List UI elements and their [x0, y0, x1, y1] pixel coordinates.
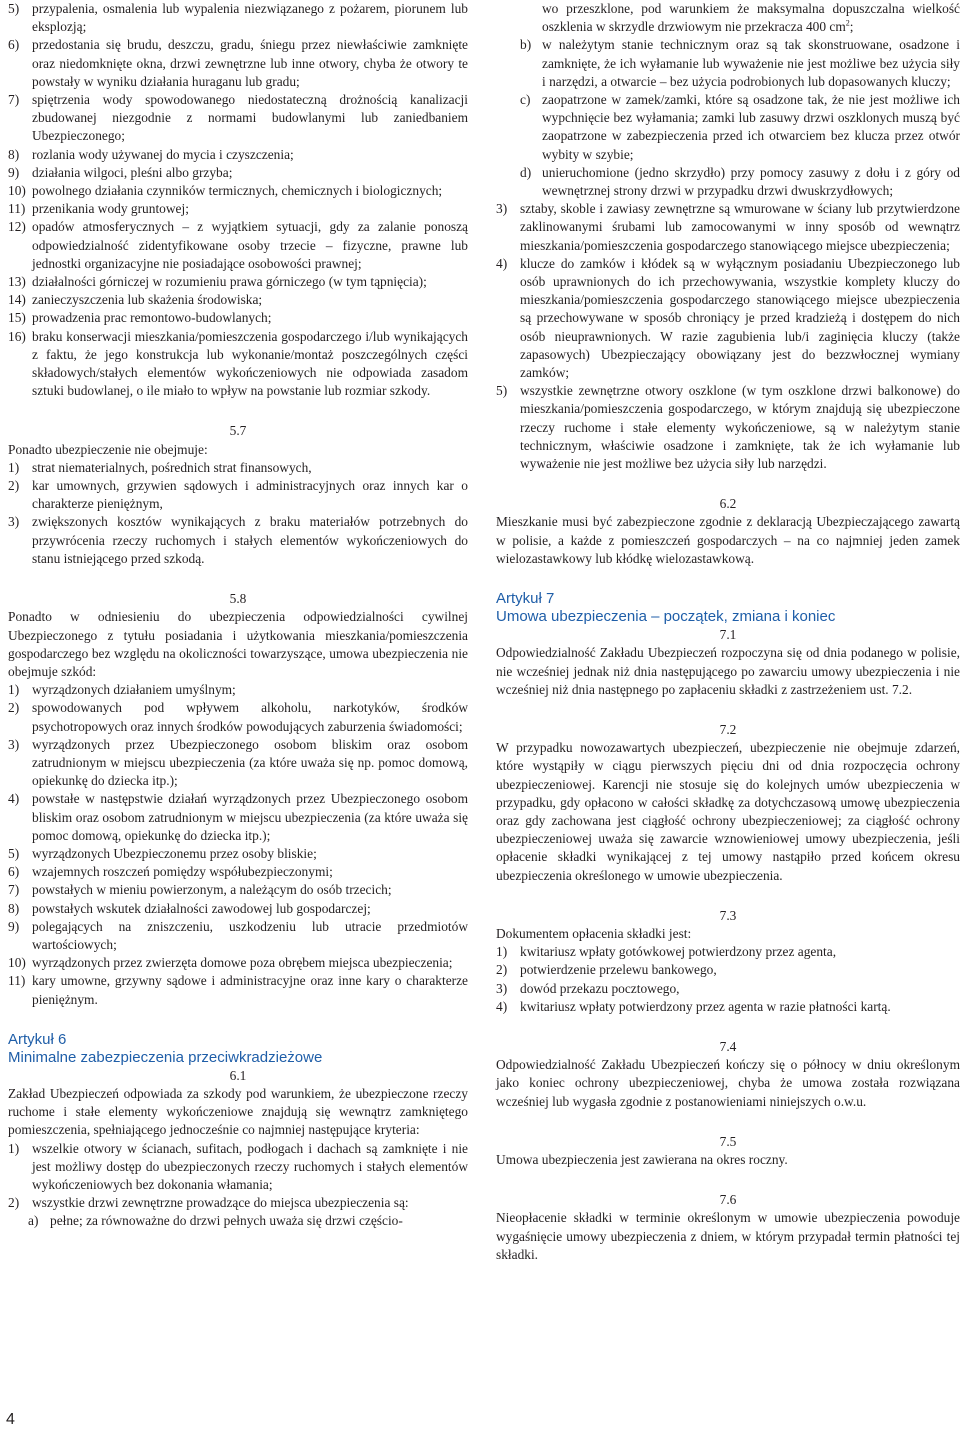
- list-subitem: a) pełne; za równoważne do drzwi pełnych uważa się drzwi częścio-: [28, 1213, 403, 1229]
- section-number: 7.3: [719, 907, 737, 923]
- section-text: Nieopłacenie składki w terminie określonym w umowie ubezpieczenia powoduje wygaśnięcie umowy ubezpieczenia z dniem, w którym przypadał termin płatności tej składki.: [496, 1210, 960, 1262]
- section-text: Umowa ubezpieczenia jest zawierana na okres roczny.: [496, 1151, 788, 1167]
- list-item: 13) działalności górniczej w rozumieniu prawa górniczego (w tym tąpnięcia);: [8, 274, 427, 290]
- section-intro: Ponadto w odniesieniu do ubezpieczenia odpowiedzialności cywilnej Ubezpieczonego z tytułu posiadania i użytkowania mieszkania/pomieszczenia gospodarczego bez względu na okoliczności towarzyszące, umowa ubezpieczenia nie obejmuje szkód:: [8, 609, 468, 679]
- list-item: 2) spowodowanych pod wpływem alkoholu, narkotyków, środków psychotropowych oraz innych środków powodujących zaburzenia świadomości;: [8, 700, 468, 734]
- article-subtitle: Minimalne zabezpieczenia przeciwkradzieżowe: [8, 1048, 323, 1066]
- section-number: 7.6: [719, 1192, 737, 1208]
- list-item: 3) wyrządzonych przez Ubezpieczonego osobom bliskim oraz osobom zatrudnionym w miejscu ubezpieczenia (za które uważa się np. pomoc domową, opiekunkę do dziecka itp.);: [8, 736, 468, 789]
- list-item: 9) polegających na zniszczeniu, uszkodzeniu lub utracie przedmiotów wartościowych;: [8, 918, 468, 952]
- list-item: 16) braku konserwacji mieszkania/pomieszczenia gospodarczego i/lub wynikających z faktu, że jego konstrukcja lub wykonanie/montaż poszczególnych części składowych/stałych elementów wykończeniowych nie odpowiada zasadom sztuki budowlanej, o ile miało to wpływ na powstanie lub rozmiar szkody.: [8, 328, 468, 399]
- list-item: 7) spiętrzenia wody spowodowanego niedostateczną drożnością kanalizacji zbudowanej niezgodnie z normami budowlanymi lub zaniedbaniem Ubezpieczonego;: [8, 92, 468, 144]
- section-number: 5.8: [229, 591, 247, 607]
- list-item: 11) kary umowne, grzywny sądowe i administracyjne oraz inne kary o charakterze pieniężnym.: [8, 973, 468, 1007]
- section-number: 5.7: [229, 423, 247, 439]
- list-item: 1) kwitariusz wpłaty gotówkowej potwierdzony przez agenta,: [496, 944, 837, 960]
- list-item: 8) powstałych wskutek działalności zawodowej lub gospodarczej;: [8, 900, 371, 916]
- left-column: [8, 0, 468, 1231]
- list-item: 8) rozlania wody używanej do mycia i czyszczenia;: [8, 146, 294, 162]
- list-item: 5) wszystkie zewnętrzne otwory oszklone (w tym oszklone drzwi balkonowe) do mieszkania/pomieszczenia gospodarczego, w którym znajdują się ubezpieczone rzeczy ruchome i stałe elementy wykończeniowe, są w należytym stanie technicznym, właściwie osadzone i zamknięte, tak że ich wyłamanie lub wyważenie nie jest możliwe bez użycia siły lub narzędzi.: [496, 383, 960, 472]
- section-text: W przypadku nowozawartych ubezpieczeń, ubezpieczenie nie obejmuje zdarzeń, które wystąpiły w ciągu pierwszych pięciu dni od dnia rozpoczęcia ochrony ubezpieczeniowej. Karencji nie stosuje się do kolejnych umów ubezpieczenia w przypadku, gdy opłacono w całości składkę za dotychczasową umowę ubezpieczenia oraz gdy zachowana jest ciągłość ochrony ubezpieczeniowej; za ciągłość ochrony ubezpieczeniowej uważa się zawarcie wznowieniowej umowy ubezpieczenia, jeśli opłacenie składki wynikającej z tej umowy nastąpiło przed końcem okresu ubezpieczenia określonego w umowie ubezpieczenia.: [496, 740, 960, 883]
- list-item: 14) zanieczyszczenia lub skażenia środowiska;: [8, 292, 263, 308]
- section-number: 6.1: [229, 1067, 247, 1083]
- list-item: 4) klucze do zamków i kłódek są w wyłącznym posiadaniu Ubezpieczonego lub osób uprawnionych do ich przechowywania, wszystkie komplety kluczy do mieszkania/pomieszczenia gospodarczego stanowiącego miejsce ubezpieczenia są przechowywane w sposób chroniący je przed kradzieżą i dostępem do nich osób nieuprawnionych. W razie zagubienia lub/i zaginięcia kluczy (także zapasowych) Ubezpieczający obowiązany jest do bezzwłocznej wymiany zamków;: [496, 255, 960, 381]
- section-intro: Ponadto ubezpieczenie nie obejmuje:: [8, 441, 208, 457]
- exclusions-list-continued: [8, 0, 468, 400]
- right-column: [496, 0, 960, 1264]
- list-item: 9) działania wilgoci, pleśni albo grzyba;: [8, 164, 233, 180]
- list-item: 6) wzajemnych roszczeń pomiędzy współubezpieczonymi;: [8, 864, 333, 880]
- list-item: 1) wszelkie otwory w ścianach, sufitach, podłogach i dachach są zamknięte i nie jest możliwy dostęp do ubezpieczonych rzeczy ruchomych i stałych elementów wykończeniowych bez dokonania włamania;: [8, 1140, 468, 1192]
- list-item: 3) sztaby, skoble i zawiasy zewnętrzne są wmurowane w ściany lub przytwierdzone zaklinowanymi śrubami lub zamocowanymi w inny sposób od wewnątrz mieszkania/pomieszczenia gospodarczego stanowiącego miejsce ubezpieczenia;: [496, 201, 960, 253]
- article-subtitle: Umowa ubezpieczenia – początek, zmiana i koniec: [496, 608, 836, 626]
- section-intro: Dokumentem opłacenia składki jest:: [496, 925, 692, 941]
- list-item: 1) wyrządzonych działaniem umyślnym;: [8, 682, 236, 698]
- list-item: 5) wyrządzonych Ubezpieczonemu przez osoby bliskie;: [8, 845, 317, 861]
- list-item: 2) potwierdzenie przelewu bankowego,: [496, 962, 717, 978]
- list-item: 2) kar umownych, grzywien sądowych i administracyjnych oraz innych kar o charakterze pieniężnym,: [8, 478, 468, 512]
- list-item: 11) przenikania wody gruntowej;: [8, 201, 189, 217]
- section-intro: Zakład Ubezpieczeń odpowiada za szkody pod warunkiem, że ubezpieczone rzeczy ruchome i stałe elementy wykończeniowe znajdują się wewnątrz zamkniętego pomieszczenia, spełniającego jednocześnie co najmniej następujące kryteria:: [8, 1085, 468, 1138]
- list-item: 1) strat niematerialnych, pośrednich strat finansowych,: [8, 459, 312, 475]
- list-item: 12) opadów atmosferycznych – z wyjątkiem sytuacji, gdy za zalanie ponoszą odpowiedzialność zidentyfikowane osoby trzecie – fizyczne, prawne lub jednostki organizacyjne nie posiadające osobowości prawnej;: [8, 219, 468, 271]
- list-subitem: d) unieruchomione (jedno skrzydło) przy pomocy zasuwy z dołu i z góry od wewnętrznej strony drzwi w przypadku drzwi dwuskrzydłowych;: [520, 164, 960, 199]
- section-number: 7.4: [719, 1038, 737, 1054]
- section-number: 7.5: [719, 1133, 737, 1149]
- list-item: 4) kwitariusz wpłaty potwierdzony przez agenta w razie płatności kartą.: [496, 998, 891, 1014]
- list-item: 2) wszystkie drzwi zewnętrzne prowadzące do miejsca ubezpieczenia są:: [8, 1195, 409, 1211]
- list-subitem-continued: wo przeszklone, pod warunkiem że maksymalna dopuszczalna wielkość oszklenia w skrzydle drzwiowym nie przekracza 400 $cm^2$;: [542, 1, 960, 35]
- list-item: 3) dowód przekazu pocztowego,: [496, 980, 680, 996]
- list-item: 5) przypalenia, osmalenia lub wypalenia niezwiązanego z pożarem, piorunem lub eksplozją;: [8, 1, 468, 35]
- list-subitem: c) zaopatrzone w zamek/zamki, które są osadzone tak, że nie jest możliwe ich wypchnięcie bez wyłamania; zamki lub zasuwy drzwi oszklonych muszą być zaopatrzone w zabezpieczenia przed ich otwarciem bez klucza przez otwór wybity w szybie;: [520, 92, 960, 162]
- list-item: 15) prowadzenia prac remontowo-budowlanych;: [8, 310, 272, 326]
- section-number: 7.1: [719, 627, 737, 643]
- article-title: Artykuł 7: [496, 590, 555, 608]
- article-title: Artykuł 6: [8, 1030, 67, 1048]
- section-text: Odpowiedzialność Zakładu Ubezpieczeń rozpoczyna się od dnia podanego w polisie, nie wcześniej jednak niż dnia następującego po zawarciu umowy ubezpieczenia i nie wcześniej niż dnia następnego po zapłaceniu składki z zastrzeżeniem ust. 7.2.: [496, 645, 960, 697]
- section-text: Mieszkanie musi być zabezpieczone zgodnie z deklaracją Ubezpieczającego zawartą w polisie, a każde z pomieszczeń gospodarczych – na co najmniej jeden zamek wielozastawkowy lub kłódkę wielozastawkową.: [496, 514, 960, 566]
- list-item: 7) powstałych w mieniu powierzonym, a należącym do osób trzecich;: [8, 882, 392, 898]
- section-number: 6.2: [719, 496, 737, 512]
- list-subitem: b) w należytym stanie technicznym oraz są tak skonstruowane, osadzone i zamknięte, że ich wyłamanie lub wyważenie nie jest możliwe bez użycia siły i narzędzi, a otwarcie – bez użycia podrobionych lub dopasowanych kluczy;: [520, 37, 960, 89]
- list-item: 10) powolnego działania czynników termicznych, chemicznych i biologicznych;: [8, 183, 443, 199]
- list-item: 4) powstałe w następstwie działań wyrządzonych przez Ubezpieczonego osobom bliskim oraz osobom zatrudnionym w miejscu ubezpieczenia (za które uważa się pomoc domową, opiekunkę do dziecka itp.);: [8, 791, 468, 843]
- section-number: 7.2: [719, 721, 737, 737]
- list-item: 3) zwiększonych kosztów wynikających z braku materiałów potrzebnych do przywrócenia rzeczy ruchomych i stałych elementów wykończeniowych do stanu istniejącego przed szkodą.: [8, 514, 468, 566]
- section-text: Odpowiedzialność Zakładu Ubezpieczeń kończy się o północy w dniu określonym jako koniec ochrony ubezpieczeniowej, chyba że umowa została rozwiązana wcześniej lub wygasła zgodnie z postanowieniami niniejszych o.w.u.: [496, 1057, 960, 1109]
- page-number: 4: [6, 1411, 15, 1428]
- list-item: 6) przedostania się brudu, deszczu, gradu, śniegu przez niewłaściwie zamknięte oraz niedomknięte okna, drzwi zewnętrzne lub inne otwory, chyba że otwory te powstały w wyniku działania huraganu lub gradu;: [8, 37, 468, 89]
- list-item: 10) wyrządzonych przez zwierzęta domowe poza obrębem miejsca ubezpieczenia;: [8, 955, 453, 971]
